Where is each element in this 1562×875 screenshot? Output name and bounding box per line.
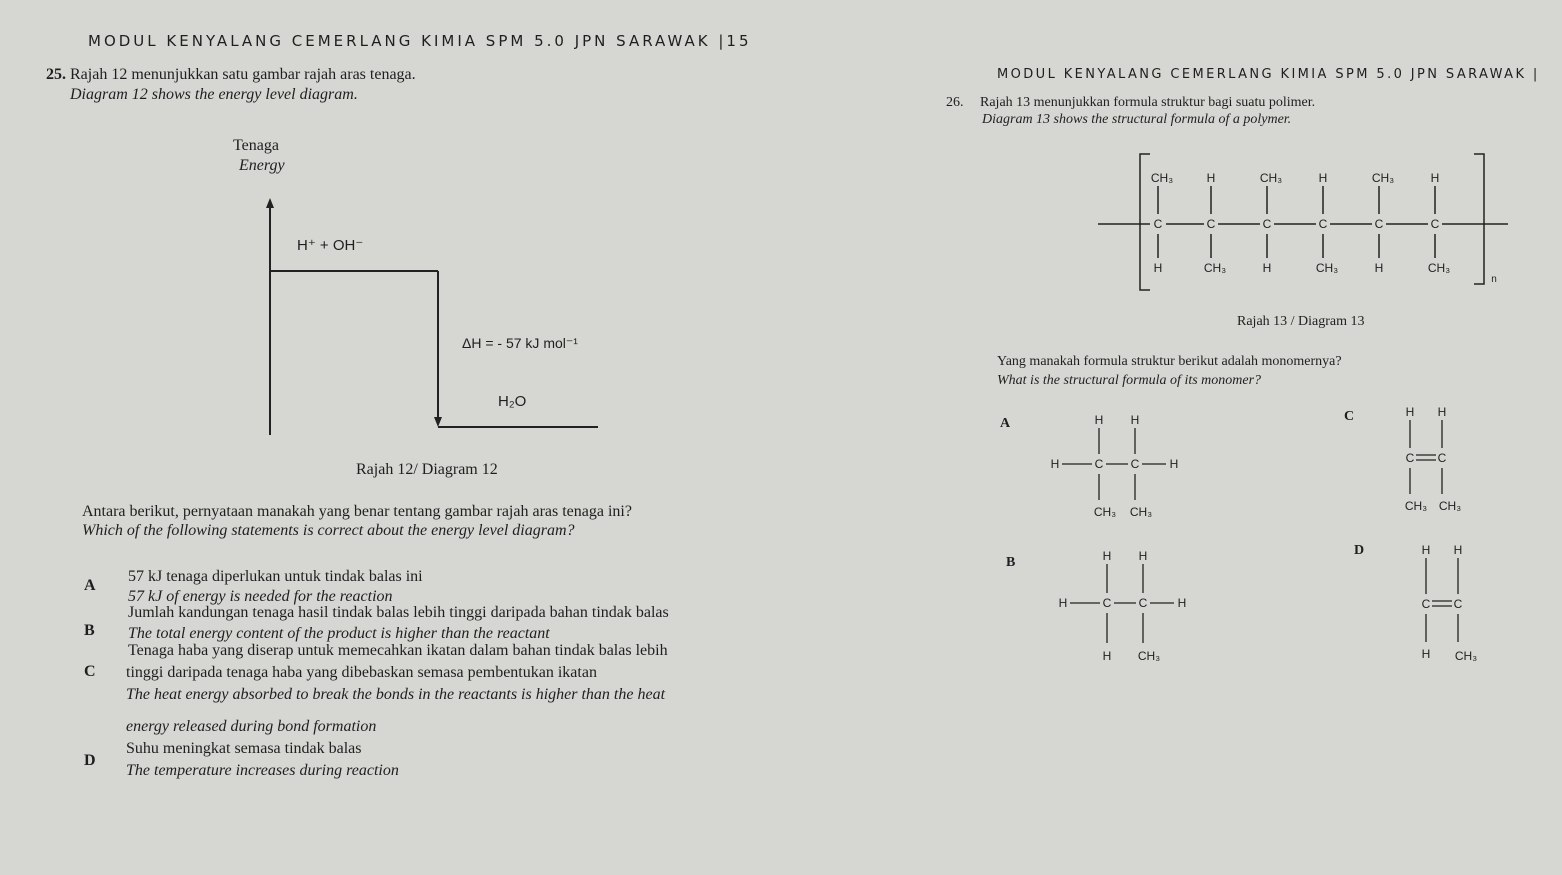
opt-a-c-2: C bbox=[1130, 457, 1140, 471]
opt-a-bottom-2: CH₃ bbox=[1129, 505, 1153, 519]
polymer-top-4: H bbox=[1318, 171, 1328, 185]
polymer-bottom-5: H bbox=[1374, 261, 1384, 275]
polymer-repeat-n: n bbox=[1491, 274, 1497, 285]
q25-option-a-en: 57 kJ of energy is needed for the reaction bbox=[128, 588, 393, 605]
opt-a-c-1: C bbox=[1094, 457, 1104, 471]
polymer-top-3: CH₃ bbox=[1259, 171, 1283, 185]
opt-b-left: H bbox=[1058, 596, 1068, 610]
polymer-c-3: C bbox=[1262, 217, 1272, 231]
product-label: H₂O bbox=[498, 393, 527, 410]
opt-b-bottom-2: CH₃ bbox=[1137, 649, 1161, 663]
polymer-c-4: C bbox=[1318, 217, 1328, 231]
q26-stem-en: What is the structural formula of its monomer? bbox=[997, 373, 1262, 388]
polymer-top-5: CH₃ bbox=[1371, 171, 1395, 185]
polymer-structure bbox=[1090, 148, 1520, 298]
opt-c-c-2: C bbox=[1437, 451, 1447, 465]
q26-option-a-letter: A bbox=[1000, 416, 1011, 431]
right-page-header: MODUL KENYALANG CEMERLANG KIMIA SPM 5.0 JPN SARAWAK | bbox=[997, 67, 1540, 82]
q25-option-c-ms2: tinggi daripada tenaga haba yang dibebaskan semasa pembentukan ikatan bbox=[126, 664, 597, 681]
opt-a-left: H bbox=[1050, 457, 1060, 471]
q26-option-b-structure bbox=[1056, 546, 1206, 670]
polymer-c-5: C bbox=[1374, 217, 1384, 231]
opt-b-top-2: H bbox=[1138, 549, 1148, 563]
q25-option-b-ms: Jumlah kandungan tenaga hasil tindak balas lebih tinggi daripada bahan tindak balas bbox=[128, 604, 669, 621]
polymer-bottom-3: H bbox=[1262, 261, 1272, 275]
delta-h-label: ΔH = - 57 kJ mol⁻¹ bbox=[462, 335, 578, 351]
polymer-top-2: H bbox=[1206, 171, 1216, 185]
opt-c-bottom-1: CH₃ bbox=[1404, 499, 1428, 513]
q25-stem-en: Which of the following statements is correct about the energy level diagram? bbox=[82, 522, 575, 539]
polymer-c-2: C bbox=[1206, 217, 1216, 231]
q26-text-en: Diagram 13 shows the structural formula of a polymer. bbox=[982, 112, 1292, 127]
opt-a-top-1: H bbox=[1094, 413, 1104, 427]
q25-stem-ms: Antara berikut, pernyataan manakah yang benar tentang gambar rajah aras tenaga ini? bbox=[82, 503, 632, 520]
opt-b-bottom-1: H bbox=[1102, 649, 1112, 663]
opt-c-top-2: H bbox=[1437, 405, 1447, 419]
opt-b-c-1: C bbox=[1102, 596, 1112, 610]
q25-option-a-letter: A bbox=[84, 577, 96, 594]
q26-option-d-structure bbox=[1412, 540, 1522, 668]
opt-b-c-2: C bbox=[1138, 596, 1148, 610]
q25-option-b-letter: B bbox=[84, 622, 95, 639]
q25-option-d-en: The temperature increases during reaction bbox=[126, 762, 399, 779]
q25-option-d-letter: D bbox=[84, 752, 96, 769]
diagram-12-caption: Rajah 12/ Diagram 12 bbox=[356, 461, 498, 478]
q25-option-a-ms: 57 kJ tenaga diperlukan untuk tindak balas ini bbox=[128, 568, 423, 585]
opt-d-top-1: H bbox=[1421, 543, 1431, 557]
left-page-header: MODUL KENYALANG CEMERLANG KIMIA SPM 5.0 JPN SARAWAK |15 bbox=[88, 32, 752, 50]
opt-d-c-1: C bbox=[1421, 597, 1431, 611]
q25-option-d-ms: Suhu meningkat semasa tindak balas bbox=[126, 740, 362, 757]
q25-text-en: Diagram 12 shows the energy level diagram. bbox=[70, 86, 358, 103]
polymer-c-6: C bbox=[1430, 217, 1440, 231]
q25-number: 25. bbox=[46, 66, 66, 83]
vertical-bonds bbox=[1158, 186, 1435, 258]
q26-option-b-letter: B bbox=[1006, 555, 1016, 570]
q25-option-b-en: The total energy content of the product is higher than the reactant bbox=[128, 625, 550, 642]
opt-a-bottom-1: CH₃ bbox=[1093, 505, 1117, 519]
opt-d-bottom-2: CH₃ bbox=[1454, 649, 1478, 663]
opt-b-top-1: H bbox=[1102, 549, 1112, 563]
diagram-13-caption: Rajah 13 / Diagram 13 bbox=[1237, 314, 1365, 329]
opt-d-top-2: H bbox=[1453, 543, 1463, 557]
q25-option-c-en2: energy released during bond formation bbox=[126, 718, 377, 735]
opt-c-c-1: C bbox=[1405, 451, 1415, 465]
q26-text-ms: Rajah 13 menunjukkan formula struktur bagi suatu polimer. bbox=[980, 95, 1316, 110]
left-bracket bbox=[1140, 154, 1150, 290]
energy-level-diagram bbox=[260, 195, 610, 440]
polymer-bottom-6: CH₃ bbox=[1427, 261, 1451, 275]
polymer-bottom-1: H bbox=[1153, 261, 1163, 275]
right-bracket bbox=[1474, 154, 1484, 284]
opt-c-top-1: H bbox=[1405, 405, 1415, 419]
energy-axis-label-en: Energy bbox=[239, 157, 285, 174]
polymer-bottom-2: CH₃ bbox=[1203, 261, 1227, 275]
opt-d-bottom-1: H bbox=[1421, 647, 1431, 661]
q26-option-c-structure bbox=[1396, 404, 1506, 516]
reactants-label: H⁺ + OH⁻ bbox=[297, 237, 364, 254]
polymer-c-1: C bbox=[1153, 217, 1163, 231]
opt-b-right: H bbox=[1177, 596, 1187, 610]
polymer-bottom-4: CH₃ bbox=[1315, 261, 1339, 275]
q25-text-ms: Rajah 12 menunjukkan satu gambar rajah aras tenaga. bbox=[70, 66, 416, 83]
q25-option-c-letter: C bbox=[84, 663, 96, 680]
polymer-top-6: H bbox=[1430, 171, 1440, 185]
q26-stem-ms: Yang manakah formula struktur berikut adalah monomernya? bbox=[997, 354, 1342, 369]
q26-option-d-letter: D bbox=[1354, 543, 1365, 558]
opt-d-c-2: C bbox=[1453, 597, 1463, 611]
q25-option-c-ms: Tenaga haba yang diserap untuk memecahkan ikatan dalam bahan tindak balas lebih bbox=[128, 642, 668, 659]
energy-axis-label-ms: Tenaga bbox=[233, 137, 279, 154]
q26-option-c-letter: C bbox=[1344, 409, 1355, 424]
q26-option-a-structure bbox=[1048, 412, 1198, 524]
q26-number: 26. bbox=[946, 95, 964, 110]
q25-option-c-en: The heat energy absorbed to break the bonds in the reactants is higher than the heat bbox=[126, 686, 666, 703]
opt-a-right: H bbox=[1169, 457, 1179, 471]
opt-a-top-2: H bbox=[1130, 413, 1140, 427]
polymer-top-1: CH₃ bbox=[1150, 171, 1174, 185]
opt-c-bottom-2: CH₃ bbox=[1438, 499, 1462, 513]
